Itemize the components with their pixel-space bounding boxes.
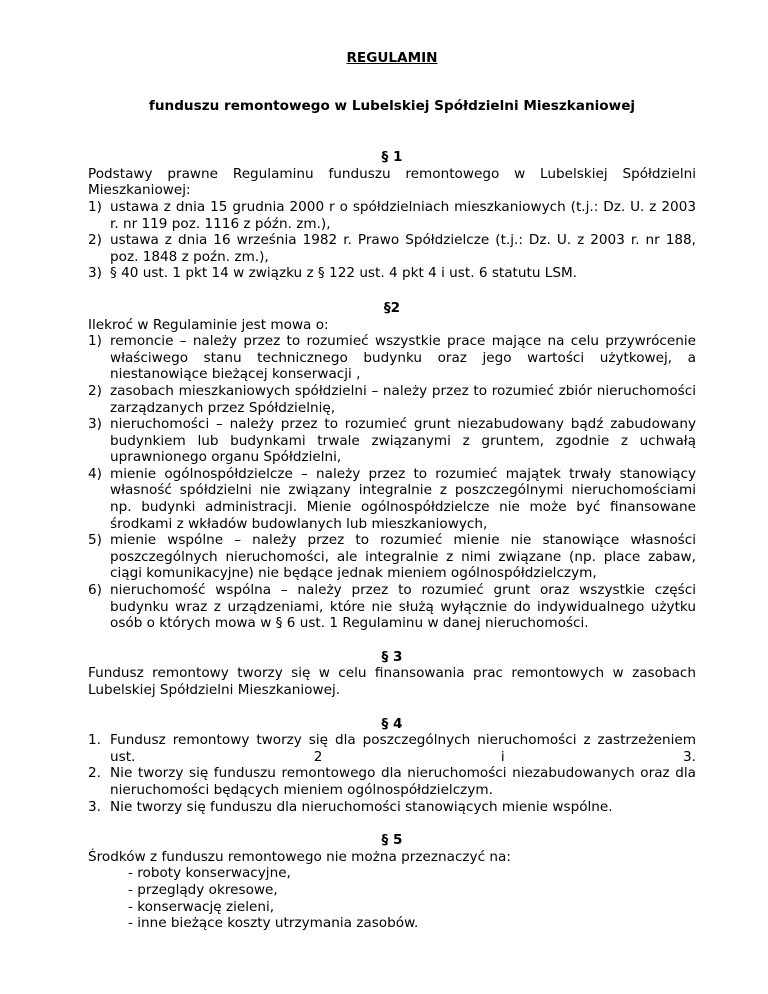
list-item: 3) § 40 ust. 1 pkt 14 w związku z § 122 ust. 4 pkt 4 i ust. 6 statutu LSM. bbox=[88, 265, 578, 282]
list-item: - przeglądy okresowe, bbox=[128, 881, 278, 898]
section-2-heading: §2 bbox=[383, 299, 401, 316]
list-item: 2. Nie tworzy się funduszu remontowego dla nieruchomości niezabudowanych oraz dla nieruchomości będących mieniem ogólnospółdzielczym. bbox=[88, 765, 696, 798]
list-item: 4) mienie ogólnospółdzielcze – należy przez to rozumieć majątek trwały stanowiący własność spółdzielni nie związany integralnie z poszczególnymi nieruchomościami np. budynki administracji. Mienie ogólnospółdzielcze nie może być finansowane środkami z wkładów budowlanych lub mieszkaniowych, bbox=[88, 465, 696, 532]
section-5-list bbox=[88, 865, 696, 931]
section-5-heading: § 5 bbox=[381, 832, 403, 849]
list-item: 2) ustawa z dnia 16 września 1982 r. Prawo Spółdzielcze (t.j.: Dz. U. z 2003 r. nr 188, poz. 1848 z poźn. zm.), bbox=[88, 232, 696, 265]
list-item: 2) zasobach mieszkaniowych spółdzielni – należy przez to rozumieć zbiór nieruchomości zarządzanych przez Spółdzielnię, bbox=[88, 382, 696, 416]
document-subtitle: funduszu remontowego w Lubelskiej Spółdzielni Mieszkaniowej bbox=[148, 97, 636, 114]
document-title: REGULAMIN bbox=[346, 50, 438, 66]
list-item: - inne bieżące koszty utrzymania zasobów. bbox=[128, 915, 419, 932]
list-item: - roboty konserwacyjne, bbox=[128, 865, 291, 882]
section-2-intro: Ilekroć w Regulaminie jest mowa o: bbox=[88, 316, 329, 333]
list-item: - konserwację zieleni, bbox=[128, 898, 275, 915]
section-3-heading: § 3 bbox=[381, 648, 403, 665]
list-item: 6) nieruchomość wspólna – należy przez to rozumieć grunt oraz wszystkie części budynku wraz z urządzeniami, które nie służą wyłącznie do indywidualnego użytku osób o których mowa w § 6 ust. 1 Regulaminu w danej nieruchomości. bbox=[88, 582, 696, 632]
list-item: 1. Fundusz remontowy tworzy się dla poszczególnych nieruchomości z zastrzeżeniem ust. 2 i 3. bbox=[88, 732, 696, 765]
list-item: 1) remoncie – należy przez to rozumieć wszystkie prace mające na celu przywrócenie właściwego stanu technicznego budynku oraz jego wartości użytkowej, a niestanowiące bieżącej konserwacji , bbox=[88, 333, 696, 383]
section-1-list bbox=[88, 199, 696, 282]
section-4-heading: § 4 bbox=[381, 715, 403, 732]
section-1-intro: Podstawy prawne Regulaminu funduszu remontowego w Lubelskiej Spółdzielni Mieszkaniowej: bbox=[88, 165, 696, 199]
list-item: 1) ustawa z dnia 15 grudnia 2000 r o spółdzielniach mieszkaniowych (t.j.: Dz. U. z 2003 r. nr 119 poz. 1116 z późn. zm.), bbox=[88, 198, 696, 232]
section-3-text: Fundusz remontowy tworzy się w celu finansowania prac remontowych w zasobach Lubelskiej Spółdzielni Mieszkaniowej. bbox=[88, 665, 696, 698]
list-item: 3) nieruchomości – należy przez to rozumieć grunt niezabudowany bądź zabudowany budynkiem lub budynkami trwale związanymi z gruntem, zgodnie z uchwałą uprawnionego organu Spółdzielni, bbox=[88, 416, 696, 466]
document-page bbox=[88, 44, 696, 932]
section-2-list bbox=[88, 333, 696, 632]
list-item: 5) mienie wspólne – należy przez to rozumieć mienie nie stanowiące własności poszczególnych nieruchomości, ale integralnie z nimi związane (np. place zabaw, ciągi komunikacyjne) nie będące jednak mieniem ogólnospółdzielczym, bbox=[88, 532, 696, 582]
section-1-heading: § 1 bbox=[381, 149, 403, 166]
section-5-intro: Środków z funduszu remontowego nie można przeznaczyć na: bbox=[88, 848, 511, 865]
list-item: 3. Nie tworzy się funduszu dla nieruchomości stanowiących mienie wspólne. bbox=[88, 798, 613, 815]
section-4-list bbox=[88, 732, 696, 815]
